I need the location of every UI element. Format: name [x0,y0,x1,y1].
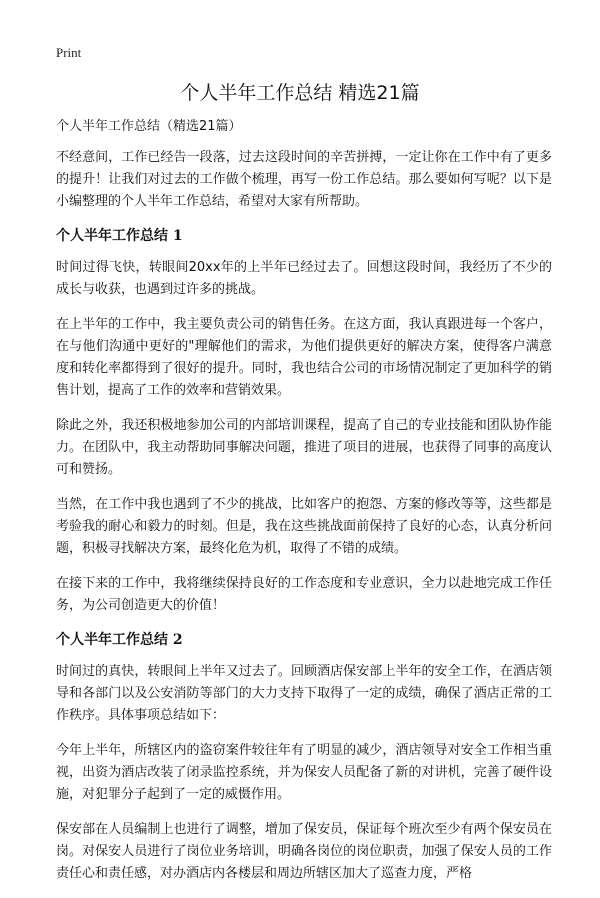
page-title: 个人半年工作总结 精选21篇 [180,82,420,104]
print-link[interactable]: Print [56,45,82,60]
intro-paragraph: 不经意间，工作已经告一段落，过去这段时间的辛苦拼搏，一定让你在工作中有了更多的提升！让我们对过去的工作做个梳理，再写一份工作总结。那么要如何写呢？以下是小编整理的个人半年工作总结，希望对大家有所帮助。 [56,150,552,209]
section-1-paragraph: 在接下来的工作中，我将继续保持良好的工作态度和专业意识，全力以赴地完成工作任务，为公司创造更大的价值！ [56,576,552,613]
section-1-paragraph: 时间过得飞快，转眼间20xx年的上半年已经过去了。回想这段时间，我经历了不少的成长与收获，也遇到过许多的挑战。 [56,260,552,297]
document-subtitle: 个人半年工作总结（精选21篇） [56,119,242,134]
section-1-paragraph: 在上半年的工作中，我主要负责公司的销售任务。在这方面，我认真跟进每一个客户，在与他们沟通中更好的"理解他们的需求，为他们提供更好的解决方案，使得客户满意度和转化率都得到了很好的提升。同时，我也结合公司的市场情况制定了更加科学的销售计划，提高了工作的效率和营销效果。 [56,317,552,398]
section-1-paragraph: 当然，在工作中我也遇到了不少的挑战，比如客户的抱怨、方案的修改等等，这些都是考验我的耐心和毅力的时刻。但是，我在这些挑战面前保持了良好的心态，认真分析问题，积极寻找解决方案，最终化危为机，取得了不错的成绩。 [56,497,552,556]
section-2-paragraph: 时间过的真快，转眼间上半年又过去了。回顾酒店保安部上半年的安全工作，在酒店领导和各部门以及公安消防等部门的大力支持下取得了一定的成绩，确保了酒店正常的工作秩序。具体事项总结如下： [56,664,552,723]
section-heading-1: 个人半年工作总结 1 [56,228,183,244]
section-1-paragraph: 除此之外，我还积极地参加公司的内部培训课程，提高了自己的专业技能和团队协作能力。在团队中，我主动帮助同事解决问题，推进了项目的进展，也获得了同事的高度认可和赞扬。 [56,418,552,477]
document-body [56,118,552,898]
section-heading-2: 个人半年工作总结 2 [56,632,183,648]
section-2-paragraph: 今年上半年，所辖区内的盗窃案件较往年有了明显的减少，酒店领导对安全工作相当重视，出资为酒店改装了闭录监控系统，并为保安人员配备了新的对讲机，完善了硬件设施，对犯罪分子起到了一定的威慑作用。 [56,743,552,802]
section-2-paragraph: 保安部在人员编制上也进行了调整，增加了保安员，保证每个班次至少有两个保安员在岗。对保安人员进行了岗位业务培训，明确各岗位的岗位职责，加强了保安人员的工作责任心和责任感，对办酒店内各楼层和周边所辖区加大了巡查力度，严格 [56,822,552,881]
